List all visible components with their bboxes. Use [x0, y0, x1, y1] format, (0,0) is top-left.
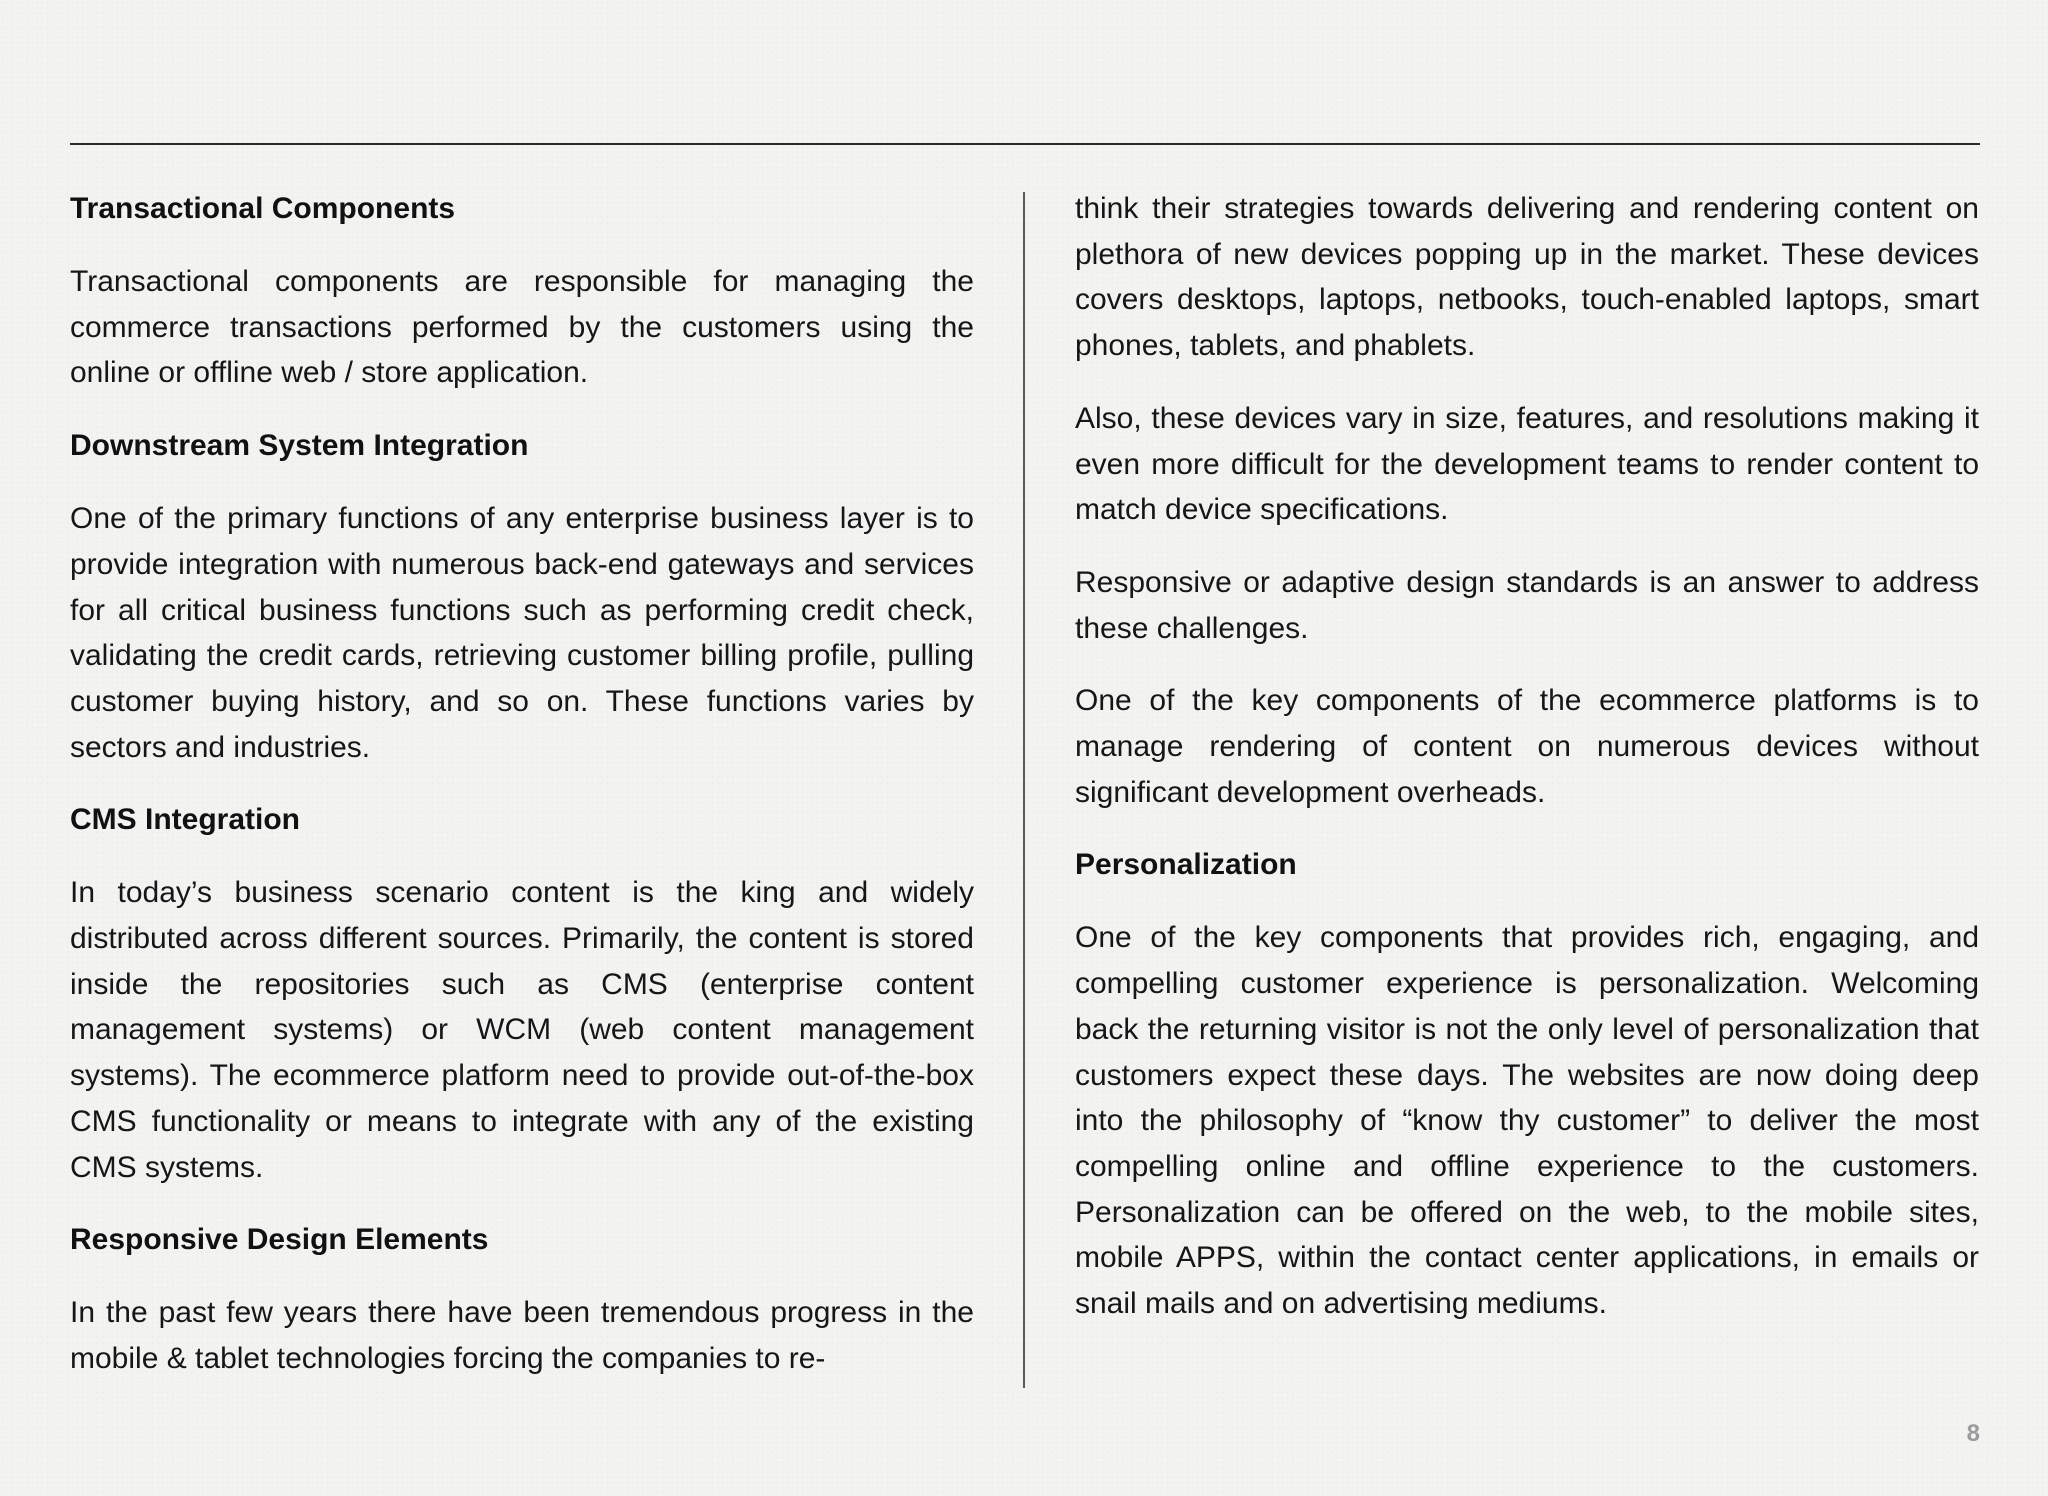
top-rule [70, 143, 1980, 145]
paragraph-personalization: One of the key components that provides rich, engaging, and compelling customer experience is personalization. Welcoming back the returning visitor is not the only level of personalization that customers expect these days. The websites are now doing deep into the philosophy of “know thy customer” to deliver the most compelling online and offline experience to the customers. Personalization can be offered on the web, to the mobile sites, mobile APPS, within the contact center applications, in emails or snail mails and on advertising mediums. [1075, 921, 1979, 1321]
heading-cms-integration: CMS Integration [70, 803, 300, 837]
left-column [70, 186, 974, 1409]
paragraph-key-components: One of the key components of the ecommerce platforms is to manage rendering of content on numerous devices without significant development overheads. [1075, 684, 1979, 809]
paragraph-design-standards: Responsive or adaptive design standards is an answer to address these challenges. [1075, 565, 1979, 645]
heading-downstream-system-integration: Downstream System Integration [70, 429, 529, 463]
heading-personalization: Personalization [1075, 848, 1297, 882]
column-divider [1023, 192, 1025, 1388]
paragraph-responsive-design-start: In the past few years there have been tremendous progress in the mobile & tablet technologies forcing the companies to re- [70, 1296, 974, 1375]
right-column [1075, 186, 1979, 1354]
paragraph-responsive-design-continued: think their strategies towards delivering and rendering content on plethora of new devices popping up in the market. These devices covers desktops, laptops, netbooks, touch-enabled laptops, smart phones, tablets, and phablets. [1075, 192, 1979, 363]
paragraph-transactional-components: Transactional components are responsible for managing the commerce transactions performed by the customers using the online or offline web / store application. [70, 265, 974, 390]
page-number: 8 [1966, 1420, 1980, 1447]
paragraph-devices-vary: Also, these devices vary in size, features, and resolutions making it even more difficult for the development teams to render content to match device specifications. [1075, 401, 1979, 527]
heading-transactional-components: Transactional Components [70, 192, 456, 225]
paragraph-cms-integration: In today’s business scenario content is the king and widely distributed across different sources. Primarily, the content is stored inside the repositories such as CMS (enterprise content management systems) or WCM (web content management systems). The ecommerce platform need to provide out-of-the-box CMS functionality or means to integrate with any of the existing CMS systems. [70, 876, 974, 1184]
heading-responsive-design-elements: Responsive Design Elements [70, 1223, 489, 1257]
paragraph-downstream-system-integration: One of the primary functions of any enterprise business layer is to provide integration with numerous back-end gateways and services for all critical business functions such as performing credit check, validating the credit cards, retrieving customer billing profile, pulling customer buying history, and so on. These functions varies by sectors and industries. [70, 502, 974, 764]
